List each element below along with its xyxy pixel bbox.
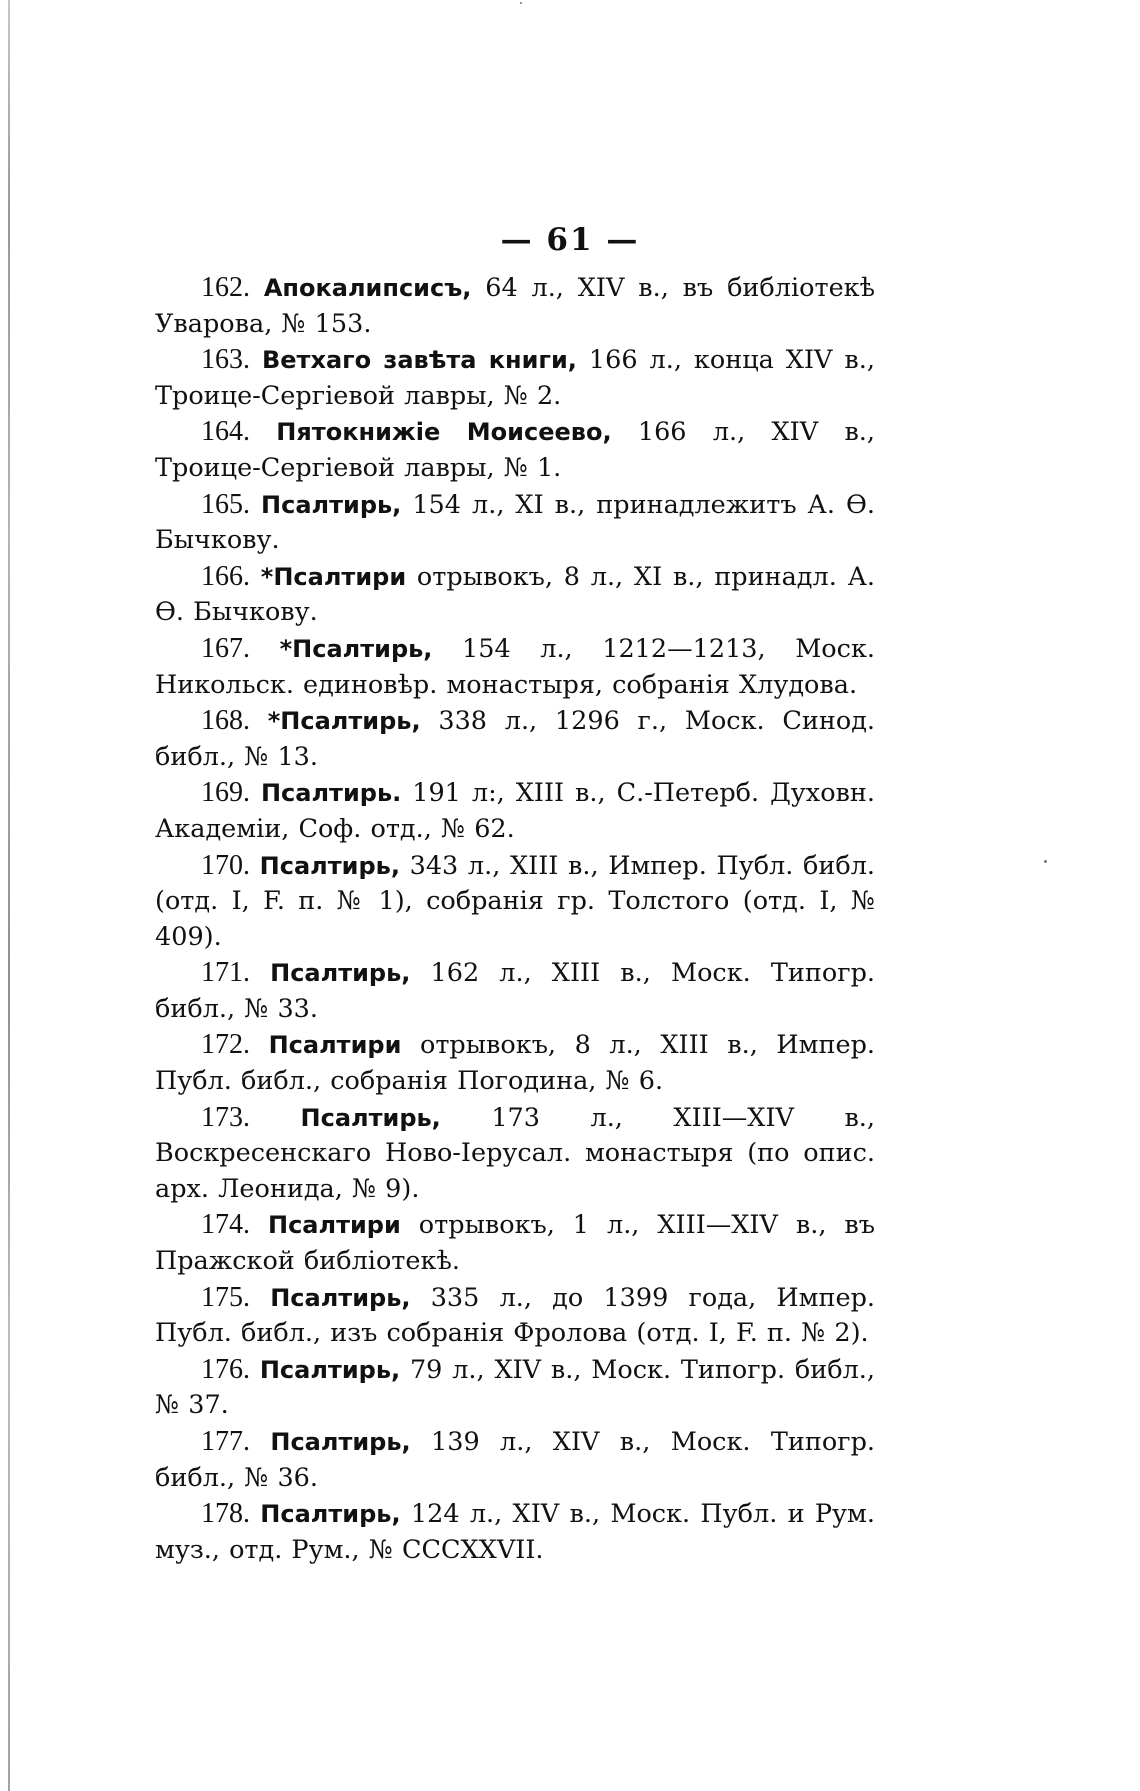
scan-speck <box>520 2 522 4</box>
catalog-entry <box>155 342 875 414</box>
catalog-entry <box>155 270 875 342</box>
entry-number: 162. <box>201 272 250 303</box>
catalog-entry <box>155 631 875 703</box>
entry-description: отрывокъ, 8 л., XI в., принадл. А. Ѳ. Бычкову. <box>155 561 875 628</box>
scan-edge <box>8 0 10 1791</box>
entry-description: 191 л:, XIII в., С.-Петерб. Духовн. Академіи, Соф. отд., № 62. <box>155 778 876 844</box>
entry-title: Пятокнижіе Моисеево, <box>276 418 612 447</box>
catalog-entry <box>155 955 875 1027</box>
entry-description: 139 л., XIV в., Моск. Типогр. библ., № 36. <box>155 1427 876 1493</box>
entry-description: 124 л., XIV в., Моск. Публ. и Рум. муз., отд. Рум., № CCCXXVII. <box>155 1499 875 1565</box>
entry-description: 338 л., 1296 г., Моск. Синод. библ., № 13. <box>155 706 876 772</box>
entry-number: 177. <box>201 1426 250 1457</box>
catalog-entry <box>155 848 875 956</box>
entry-title: Ветхаго завѣта книги, <box>261 346 577 375</box>
entry-number: 172. <box>201 1029 250 1061</box>
entry-description: отрывокъ, 1 л., XIII—XIV в., въ Пражской библіотекѣ. <box>155 1210 876 1277</box>
entry-description: 166 л., конца XIV в., Троице-Сергіевой лавры, № 2. <box>155 345 875 411</box>
page-number: — 61 — <box>500 222 640 258</box>
catalog-entry <box>155 1100 875 1208</box>
entry-description: 173 л., XIII—XIV в., Воскресенскаго Ново-Іерусал. монастыря (по опис. арх. Леонида, № 9). <box>155 1102 876 1204</box>
entry-number: 174. <box>201 1209 250 1241</box>
entry-description: 343 л., XIII в., Импер. Публ. библ. (отд. I, F. п. № 1), собранія гр. Толстого (отд. I, № 409). <box>155 850 876 952</box>
entry-title: Псалтирь, <box>260 1500 401 1529</box>
entry-number: 167. <box>201 632 250 664</box>
entry-description: 335 л., до 1399 года, Импер. Публ. библ., изъ собранія Фролова (отд. I, F. п. № 2). <box>155 1282 876 1349</box>
entry-title: *Псалтирь, <box>267 707 421 736</box>
entry-title: *Псалтирь, <box>279 634 433 663</box>
entry-title: Апокалипсисъ, <box>263 274 472 302</box>
catalog-entries <box>155 270 875 1568</box>
entry-number: 173. <box>201 1101 250 1133</box>
entry-title: Псалтирь, <box>261 490 402 519</box>
catalog-entry <box>155 1207 875 1279</box>
entry-description: 154 л., XI в., принадлежитъ А. Ѳ. Бычкову. <box>155 489 875 556</box>
entry-number: 168. <box>201 705 250 737</box>
entry-title: *Псалтири <box>260 562 407 591</box>
entry-title: Псалтири <box>268 1031 402 1060</box>
entry-description: 166 л., XIV в., Троице-Сергіевой лавры, № 1. <box>155 417 876 483</box>
entry-title: Псалтирь, <box>259 851 400 880</box>
entry-description: отрывокъ, 8 л., XIII в., Импер. Публ. библ., собранія Погодина, № 6. <box>155 1030 876 1097</box>
scan-speck <box>1044 860 1047 863</box>
entry-number: 166. <box>201 560 250 592</box>
entry-title: Псалтирь, <box>270 1428 411 1456</box>
entry-number: 178. <box>201 1498 250 1530</box>
entry-title: Псалтири <box>267 1211 401 1240</box>
entry-number: 175. <box>201 1281 250 1313</box>
entry-title: Псалтирь, <box>270 959 411 988</box>
entry-title: Псалтирь, <box>259 1355 401 1384</box>
entry-title: Псалтирь. <box>260 779 402 808</box>
catalog-entry <box>155 1496 875 1568</box>
entry-number: 176. <box>201 1353 250 1385</box>
entry-number: 165. <box>201 488 250 520</box>
entry-description: 162 л., XIII в., Моск. Типогр. библ., № 33. <box>155 958 875 1024</box>
catalog-entry <box>155 414 875 486</box>
catalog-entry <box>155 775 875 847</box>
catalog-entry <box>155 1027 875 1099</box>
entry-number: 164. <box>201 416 250 448</box>
catalog-entry <box>155 703 875 775</box>
entry-number: 169. <box>201 777 250 809</box>
entry-title: Псалтирь, <box>300 1103 441 1132</box>
entry-number: 171. <box>201 957 250 989</box>
catalog-entry <box>155 1424 875 1496</box>
entry-number: 163. <box>201 344 250 376</box>
entry-description: 64 л., XIV в., въ библіотекѣ Уварова, № 153. <box>155 273 875 339</box>
entry-number: 170. <box>201 849 250 881</box>
catalog-entry <box>155 559 875 631</box>
entry-description: 79 л., XIV в., Моск. Типогр. библ., № 37. <box>155 1354 875 1421</box>
entry-description: 154 л., 1212—1213, Моск. Никольск. единовѣр. монастыря, собранія Хлудова. <box>155 633 875 700</box>
catalog-entry <box>155 1352 875 1424</box>
catalog-entry <box>155 1280 875 1352</box>
entry-title: Псалтирь, <box>270 1283 411 1312</box>
catalog-entry <box>155 487 875 559</box>
